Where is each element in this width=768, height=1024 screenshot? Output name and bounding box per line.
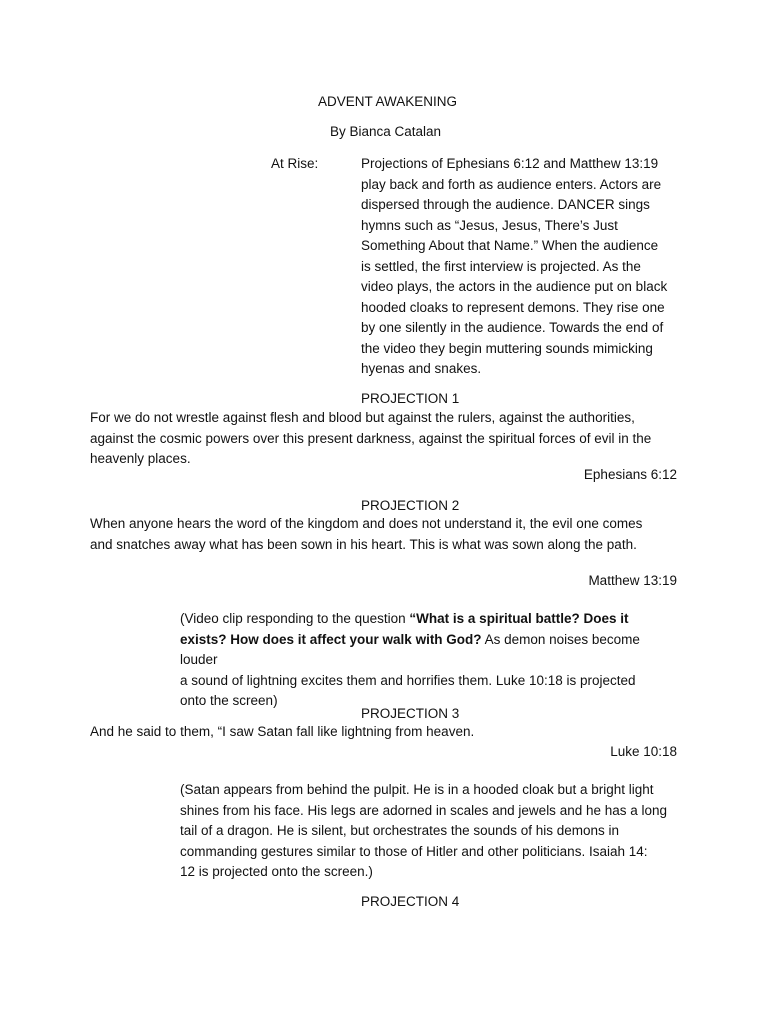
projection-1-citation: Ephesians 6:12 [583, 467, 677, 482]
projection-1-text [90, 408, 690, 470]
projection-1-line: heavenly places. [90, 451, 191, 466]
at-rise-line: hyenas and snakes. [361, 361, 482, 376]
at-rise-line: play back and forth as audience enters. Actors are [361, 176, 662, 192]
at-rise-text [361, 154, 691, 380]
stage-direction-1-line: a sound of lightning excites them and horrifies them. Luke 10:18 is projected [180, 672, 636, 688]
projection-2-line: When anyone hears the word of the kingdom and does not understand it, the evil one comes [90, 516, 643, 531]
projection-1-heading: PROJECTION 1 [361, 391, 460, 406]
stage-direction-1-text: As demon noises become louder [180, 631, 640, 667]
stage-direction-1-question: exists? How does it affect your walk with God? [180, 631, 482, 647]
at-rise-line: the video they begin muttering sounds mimicking [361, 340, 653, 356]
at-rise-line: hymns such as “Jesus, Jesus, There’s Just [361, 217, 618, 233]
stage-direction-1-text: (Video clip responding to the question [180, 611, 410, 626]
projection-3-heading: PROJECTION 3 [361, 706, 460, 721]
at-rise-line: is settled, the first interview is projected. As the [361, 258, 641, 274]
at-rise-label: At Rise: [271, 156, 319, 171]
at-rise-line: Something About that Name.” When the audience [361, 238, 659, 253]
projection-1-line: against the cosmic powers over this present darkness, against the spiritual forces of evil in the [90, 430, 652, 446]
projection-2-text [90, 514, 690, 555]
stage-direction-2-line: shines from his face. His legs are adorned in scales and jewels and he has a long [180, 802, 668, 818]
stage-direction-1-line [180, 609, 680, 630]
projection-4-heading: PROJECTION 4 [361, 894, 460, 909]
stage-direction-2-line: tail of a dragon. He is silent, but orchestrates the sounds of his demons in [180, 823, 619, 838]
projection-1-line: For we do not wrestle against flesh and blood but against the rulers, against the authorities, [90, 410, 635, 425]
stage-direction-2-line: commanding gestures similar to those of Hitler and other politicians. Isaiah 14: [180, 843, 648, 859]
stage-direction-2-line: 12 is projected onto the screen.) [180, 864, 373, 879]
at-rise-line: Projections of Ephesians 6:12 and Matthew 13:19 [361, 156, 659, 171]
projection-3-text [90, 722, 690, 743]
stage-direction-2-line: (Satan appears from behind the pulpit. He is in a hooded cloak but a bright light [180, 782, 654, 797]
document-title: ADVENT AWAKENING [318, 94, 458, 109]
projection-2-citation: Matthew 13:19 [588, 573, 677, 588]
stage-direction-1 [180, 609, 680, 712]
projection-2-heading: PROJECTION 2 [361, 498, 460, 513]
at-rise-line: video plays, the actors in the audience put on black [361, 279, 668, 294]
byline: By Bianca Catalan [330, 124, 442, 139]
stage-direction-1-question: “What is a spiritual battle? Does it [409, 611, 629, 626]
projection-2-line: and snatches away what has been sown in his heart. This is what was sown along the path. [90, 536, 637, 552]
at-rise-line: by one silently in the audience. Towards the end of [361, 320, 664, 335]
projection-3-line: And he said to them, “I saw Satan fall like lightning from heaven. [90, 724, 475, 739]
projection-3-citation: Luke 10:18 [610, 744, 677, 759]
stage-direction-2 [180, 780, 680, 883]
at-rise-line: dispersed through the audience. DANCER sings [361, 197, 650, 212]
at-rise-line: hooded cloaks to represent demons. They rise one [361, 299, 665, 315]
stage-direction-1-line [180, 630, 680, 671]
stage-direction-1-line: onto the screen) [180, 693, 278, 708]
